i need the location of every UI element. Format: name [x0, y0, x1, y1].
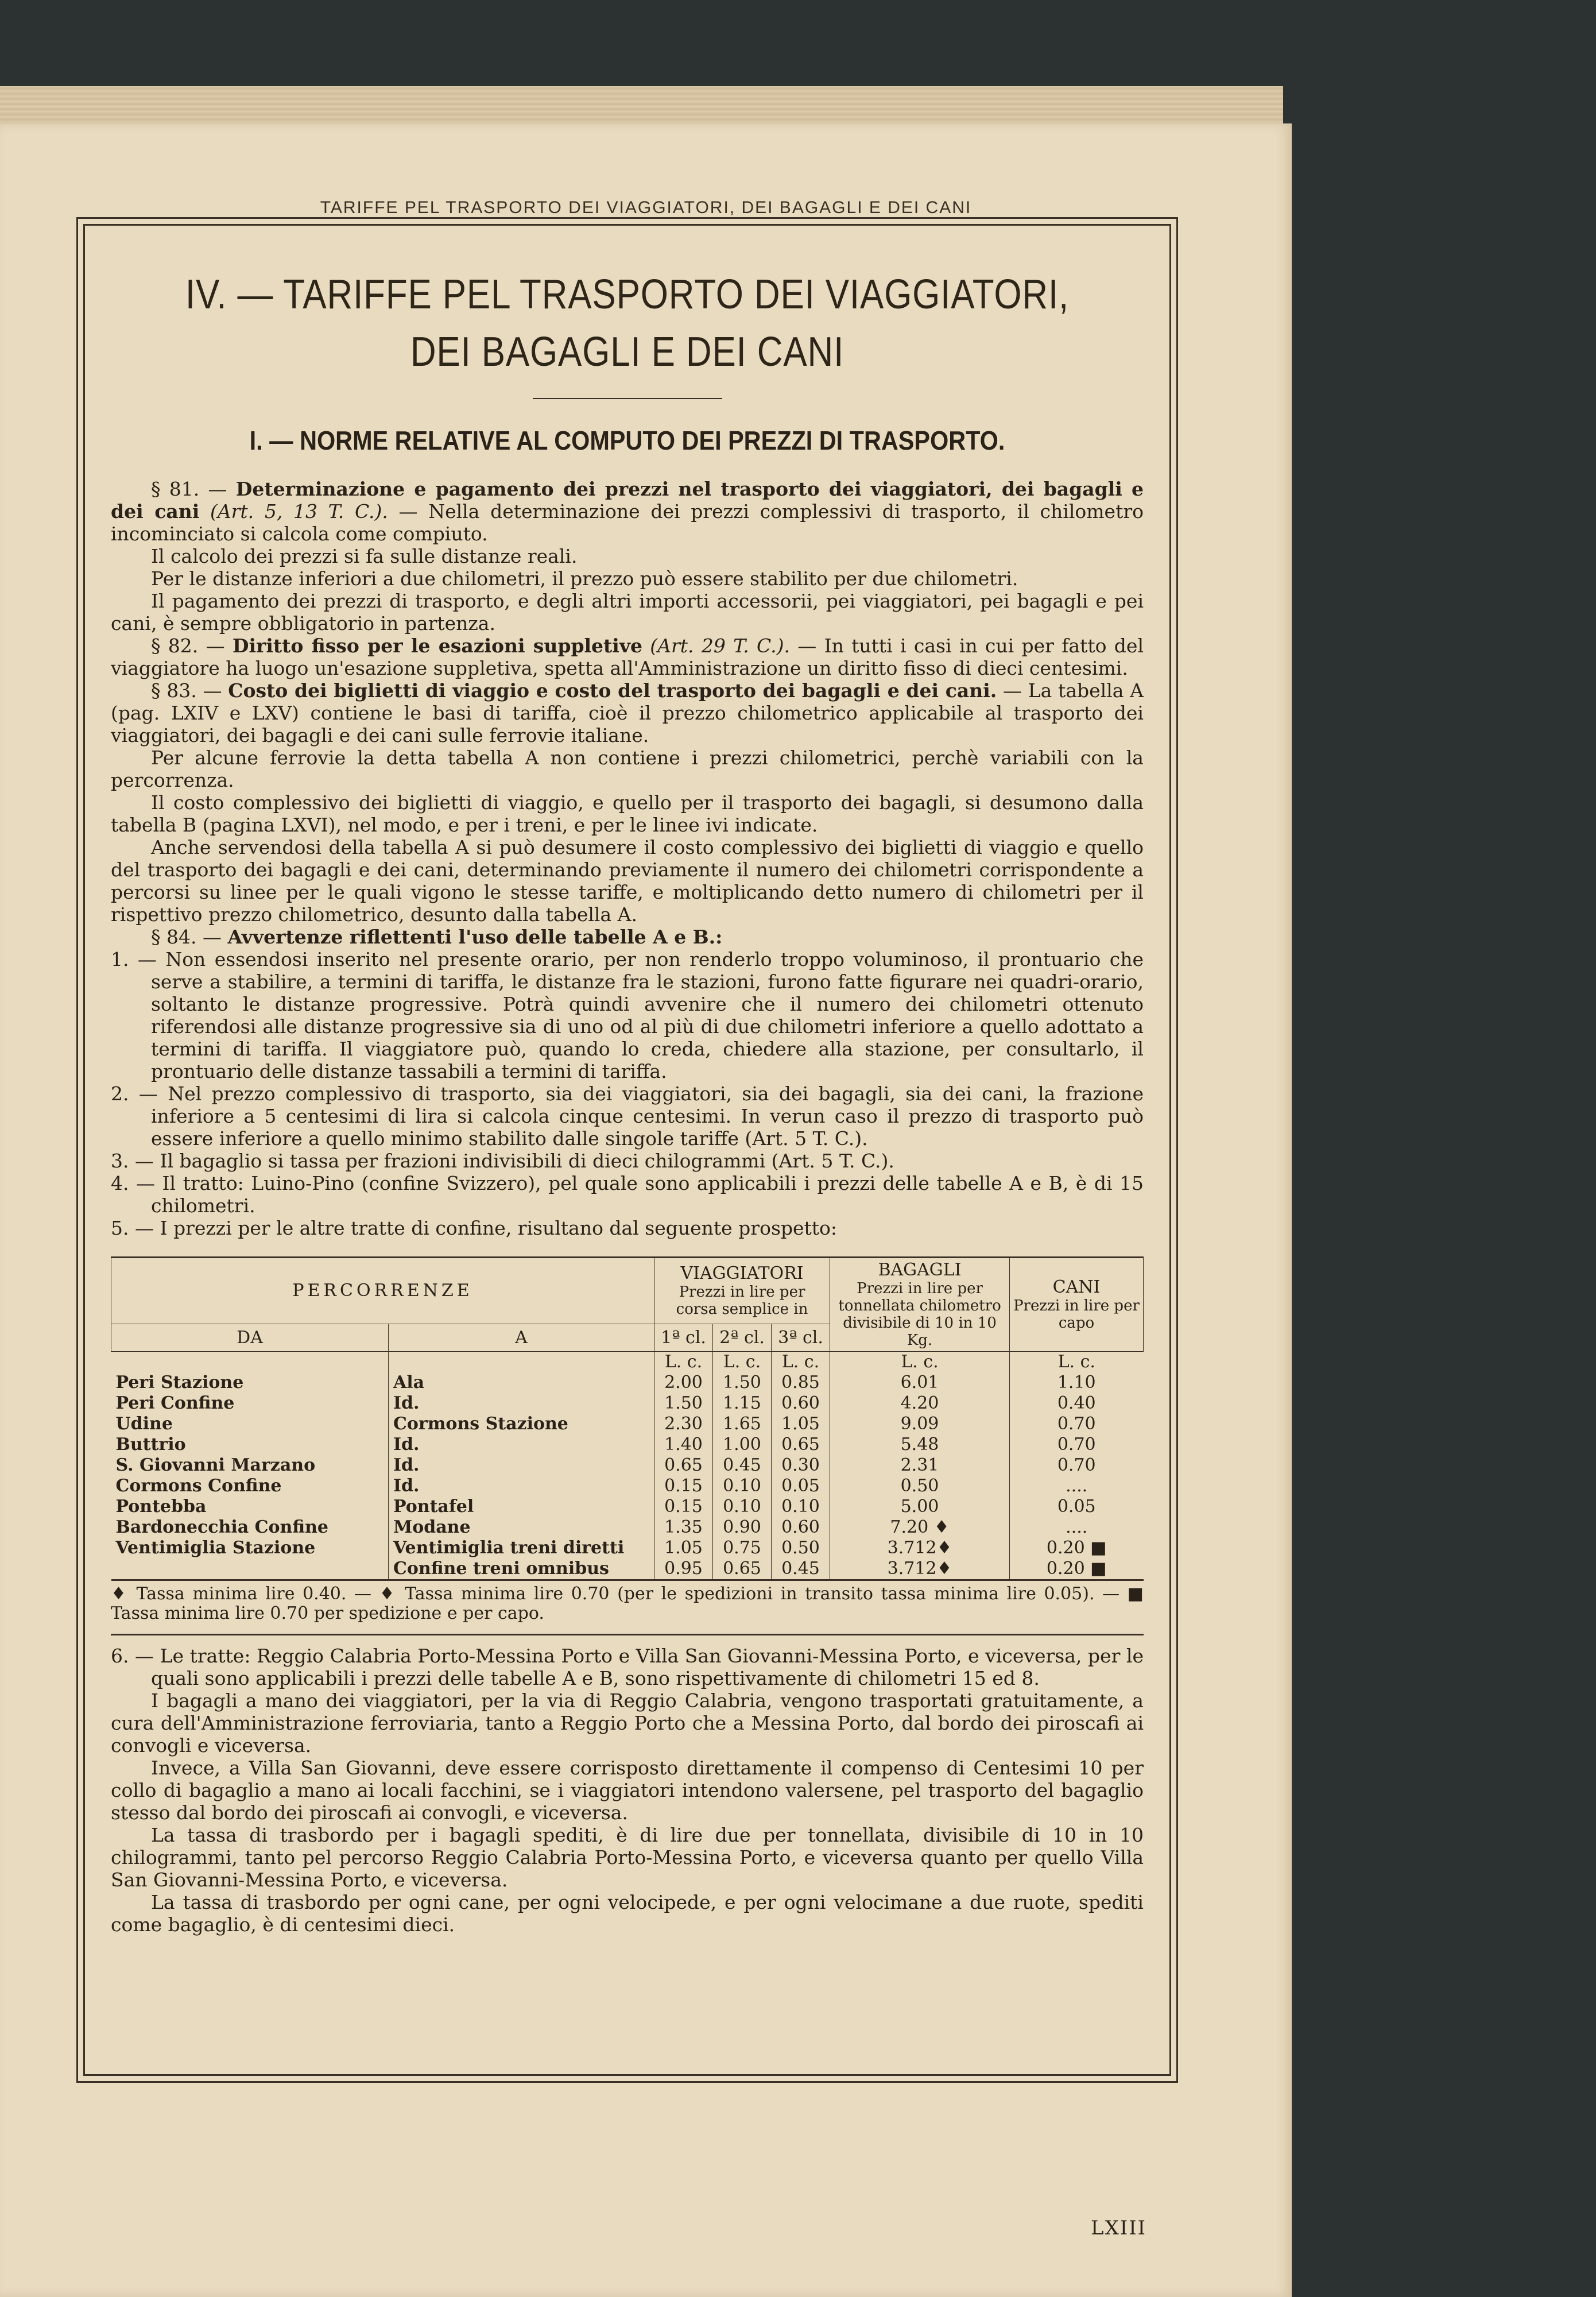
- header-da: DA: [111, 1324, 389, 1352]
- col-cani: 0.20 ■: [1010, 1538, 1144, 1559]
- table-row: [111, 1559, 1144, 1580]
- title-rule: [533, 398, 722, 399]
- header-bagagli: [830, 1258, 1010, 1352]
- paragraph-trasbordo: La tassa di trasbordo per i bagagli spediti, è di lire due per tonnellata, divisibile di 10 in 10 chilogrammi, tanto pel percorso Reggio Calabria Porto-Messina Porto, e viceversa quanto per quello Villa San Giovanni-Messina Porto, e viceversa.: [111, 1824, 1144, 1891]
- col-cl1: 0.65: [654, 1455, 713, 1476]
- col-cl3: 0.65: [771, 1434, 830, 1455]
- header-cl1: 1ª cl.: [654, 1324, 713, 1352]
- col-da: Udine: [115, 1414, 173, 1434]
- col-cl3: 0.45: [771, 1559, 830, 1580]
- section-rule: [111, 1634, 1144, 1635]
- list-item-3: 3. — Il bagaglio si tassa per frazioni indivisibili di dieci chilogrammi (Art. 5 T. C.).: [111, 1150, 894, 1172]
- list-item-1: 1. — Non essendosi inserito nel presente orario, per non renderlo troppo voluminoso, il prontuario che serve a stabilire, a termini di tariffa, le distanze fra le stazioni, furono fatte figurare nei quadri-orario, soltanto le distanze progressive. Potrà quindi avvenire che il numero dei chilometri ottenuto riferendosi alle distanze progressive sia di uno od al più di due chilometri inferiore a quello adottato a termini di tariffa. Il viaggiatore può, quando lo creda, chiedere alla stazione, per consultarlo, il prontuario delle distanze tassabili a termini di tariffa.: [111, 948, 1144, 1082]
- col-cl1: 0.95: [654, 1559, 713, 1580]
- col-cl1: 1.50: [654, 1393, 713, 1414]
- content-body: [111, 226, 1144, 2074]
- table-note: ♦ Tassa minima lire 0.40. — ♦ Tassa minima lire 0.70 (per le spedizioni in transito tassa minima lire 0.05). — ■ Tassa minima lire 0.70 per spedizione e per capo.: [111, 1584, 1144, 1623]
- col-cl3: 0.60: [771, 1517, 830, 1538]
- list-item-5: 5. — I prezzi per le altre tratte di confine, risultano dal seguente prospetto:: [111, 1217, 838, 1239]
- col-cani: 0.70: [1010, 1414, 1144, 1434]
- col-cani: 0.20 ■: [1010, 1559, 1144, 1580]
- col-a: Id.: [389, 1393, 654, 1414]
- paragraph-distanze: Per le distanze inferiori a due chilometri, il prezzo può essere stabilito per due chilometri.: [151, 567, 1018, 590]
- col-da: Bardonecchia Confine: [115, 1517, 329, 1537]
- table-row: [111, 1393, 1144, 1414]
- col-cl3: 0.05: [771, 1476, 830, 1496]
- page-number: LXIII: [1091, 2217, 1147, 2240]
- col-a: Ala: [389, 1372, 654, 1393]
- table-row: [111, 1455, 1144, 1476]
- col-bagagli: 4.20: [830, 1393, 1010, 1414]
- list-item-2: 2. — Nel prezzo complessivo di trasporto, sia dei viaggiatori, sia dei bagagli, sia dei cani, la frazione inferiore a 5 centesimi di lira si calcola cinque centesimi. In verun caso il prezzo di trasporto può essere inferiore a quello minimo stabilito dalle singole tariffe (Art. 5 T. C.).: [111, 1082, 1144, 1150]
- unit-bagagli: L. c.: [830, 1352, 1010, 1373]
- col-cl3: 0.30: [771, 1455, 830, 1476]
- title-line-2: DEI BAGAGLI E DEI CANI: [410, 329, 845, 375]
- unit-row: [111, 1352, 1144, 1373]
- col-cl2: 0.90: [712, 1517, 771, 1538]
- col-cani: 0.70: [1010, 1434, 1144, 1455]
- section-title: [183, 266, 1071, 381]
- paragraph-calcolo: Il calcolo dei prezzi si fa sulle distanze reali.: [151, 545, 578, 567]
- s81-ref: (Art. 5, 13 T. C.).: [199, 500, 388, 523]
- unit-cani: L. c.: [1010, 1352, 1144, 1373]
- paragraph-cane: La tassa di trasbordo per ogni cane, per ogni velocipede, e per ogni velocimane a due ruote, spediti come bagaglio, è di centesimi dieci.: [111, 1891, 1144, 1936]
- section-subtitle: I. — NORME RELATIVE AL COMPUTO DEI PREZZI DI TRASPORTO.: [249, 426, 1005, 455]
- header-bagagli-sub: Prezzi in lire per tonnellata chilometro divisibile di 10 in 10 Kg.: [838, 1280, 1001, 1349]
- s82-text: — In tutti i casi in cui per fatto del viaggiatore ha luogo un'esazione suppletiva, spetta all'Amministrazione un diritto fisso di dieci centesimi.: [111, 635, 1144, 679]
- col-bagagli: 7.20 ♦: [830, 1517, 1010, 1538]
- col-bagagli: 0.50: [830, 1476, 1010, 1496]
- document-page: [0, 123, 1292, 2297]
- col-cl2: 1.50: [712, 1372, 771, 1393]
- table-row: [111, 1372, 1144, 1393]
- paragraph-costo: Il costo complessivo dei biglietti di viaggio, e quello per il trasporto dei bagagli, si desumono dalla tabella B (pagina LXVI), nel modo, e per i treni, e per le linee ivi indicate.: [111, 791, 1144, 836]
- header-viaggiatori: [654, 1258, 830, 1324]
- col-cl2: 1.65: [712, 1414, 771, 1434]
- running-head: TARIFFE PEL TRASPORTO DEI VIAGGIATORI, DEI BAGAGLI E DEI CANI: [320, 198, 972, 217]
- col-da: S. Giovanni Marzano: [115, 1455, 316, 1475]
- header-viaggiatori-sub: Prezzi in lire per corsa semplice in: [676, 1283, 808, 1318]
- col-cani: ....: [1010, 1476, 1144, 1496]
- col-bagagli: 5.48: [830, 1434, 1010, 1455]
- content-frame: [83, 224, 1171, 2076]
- s82-number: § 82. —: [151, 635, 233, 657]
- col-cl2: 0.45: [712, 1455, 771, 1476]
- col-cl2: 0.10: [712, 1476, 771, 1496]
- col-cani: ....: [1010, 1517, 1144, 1538]
- col-cl1: 1.35: [654, 1517, 713, 1538]
- col-cani: 0.70: [1010, 1455, 1144, 1476]
- header-viaggiatori-title: VIAGGIATORI: [680, 1263, 804, 1283]
- col-cl3: 0.10: [771, 1496, 830, 1517]
- header-cani-sub: Prezzi in lire per capo: [1013, 1297, 1140, 1332]
- table-body: [111, 1352, 1144, 1580]
- col-a: Id.: [389, 1455, 654, 1476]
- paragraph-s84: [111, 926, 1144, 948]
- col-cl1: 2.30: [654, 1414, 713, 1434]
- col-a: Confine treni omnibus: [389, 1559, 654, 1580]
- col-da: [111, 1559, 389, 1580]
- paragraph-bagagli: I bagagli a mano dei viaggiatori, per la via di Reggio Calabria, vengono trasportati gratuitamente, a cura dell'Amministrazione ferroviaria, tanto a Reggio Porto che a Messina Porto, dal bordo dei piroscafi ai convogli e viceversa.: [111, 1689, 1144, 1757]
- col-da: Buttrio: [115, 1434, 186, 1455]
- paragraph-pagamento: Il pagamento dei prezzi di trasporto, e degli altri importi accessorii, pei viaggiatori, pei bagagli e pei cani, è sempre obbligatorio in partenza.: [111, 590, 1144, 635]
- header-percorrenze: PERCORRENZE: [111, 1258, 654, 1324]
- col-da: Pontebba: [115, 1496, 207, 1517]
- col-a: Cormons Stazione: [389, 1414, 654, 1434]
- col-cl3: 0.60: [771, 1393, 830, 1414]
- table-row: [111, 1414, 1144, 1434]
- s84-number: § 84. —: [151, 926, 228, 948]
- col-bagagli: 6.01: [830, 1372, 1010, 1393]
- paragraph-s83: [111, 679, 1144, 747]
- col-cl2: 0.10: [712, 1496, 771, 1517]
- header-cl3: 3ª cl.: [771, 1324, 830, 1352]
- col-a: Id.: [389, 1434, 654, 1455]
- col-cl2: 0.75: [712, 1538, 771, 1559]
- s83-text: — La tabella A (pag. LXIV e LXV) contiene le basi di tariffa, cioè il prezzo chilometrico applicabile al trasporto dei viaggiatori, dei bagagli e dei cani sulle ferrovie italiane.: [111, 679, 1144, 747]
- col-da: Ventimiglia Stazione: [115, 1538, 316, 1558]
- col-cl2: 1.15: [712, 1393, 771, 1414]
- s83-heading: Costo dei biglietti di viaggio e costo del trasporto dei bagagli e dei cani.: [228, 679, 997, 702]
- col-cl3: 0.50: [771, 1538, 830, 1559]
- col-cl1: 0.15: [654, 1476, 713, 1496]
- list-item-6: 6. — Le tratte: Reggio Calabria Porto-Messina Porto e Villa San Giovanni-Messina Porto, e viceversa, per le quali sono applicabili i prezzi delle tabelle A e B, sono rispettivamente di chilometri 15 ed 8.: [111, 1645, 1144, 1689]
- col-cl1: 2.00: [654, 1372, 713, 1393]
- col-da: Peri Stazione: [115, 1372, 244, 1393]
- col-a: Id.: [389, 1476, 654, 1496]
- col-cl1: 1.05: [654, 1538, 713, 1559]
- paragraph-invece: Invece, a Villa San Giovanni, deve essere corrisposto direttamente il compenso di Centesimi 10 per collo di bagaglio a mano ai locali facchini, se i viaggiatori intendono valersene, pel trasporto del bagaglio stesso dal bordo dei piroscafi ai convogli, e viceversa.: [111, 1757, 1144, 1824]
- unit-cl2: L. c.: [712, 1352, 771, 1373]
- col-bagagli: 3.712♦: [830, 1538, 1010, 1559]
- paragraph-anche: Anche servendosi della tabella A si può desumere il costo complessivo dei biglietti di viaggio e quello del trasporto dei bagagli e dei cani, determinando previamente il numero dei chilometri corrispondente a percorsi su linee per le quali vigono le stesse tariffe, e moltiplicando detto numero di chilometri per il rispettivo prezzo chilometrico, desunto dalla tabella A.: [111, 836, 1144, 926]
- unit-cl1: L. c.: [654, 1352, 713, 1373]
- col-cl2: 1.00: [712, 1434, 771, 1455]
- header-cani-title: CANI: [1052, 1277, 1101, 1297]
- table-row: [111, 1538, 1144, 1559]
- table-row: [111, 1517, 1144, 1538]
- col-bagagli: 9.09: [830, 1414, 1010, 1434]
- header-cani: [1010, 1258, 1144, 1352]
- s83-number: § 83. —: [151, 679, 228, 702]
- col-a: Modane: [389, 1517, 654, 1538]
- col-cl1: 0.15: [654, 1496, 713, 1517]
- s81-heading: Determinazione e pagamento dei prezzi nel trasporto dei viaggiatori, dei bagagli e dei cani: [111, 478, 1144, 523]
- table-row: [111, 1476, 1144, 1496]
- col-cl3: 1.05: [771, 1414, 830, 1434]
- col-cl2: 0.65: [712, 1559, 771, 1580]
- s84-heading: Avvertenze riflettenti l'uso delle tabelle A e B.:: [227, 926, 723, 948]
- col-cani: 0.05: [1010, 1496, 1144, 1517]
- paragraph-s82: [111, 635, 1144, 679]
- s81-text: — Nella determinazione dei prezzi complessivi di trasporto, il chilometro incominciato si calcola come compiuto.: [111, 500, 1144, 545]
- col-bagagli: 5.00: [830, 1496, 1010, 1517]
- paragraph-alcune: Per alcune ferrovie la detta tabella A non contiene i prezzi chilometrici, perchè variabili con la percorrenza.: [111, 747, 1144, 791]
- border-tariff-table: [111, 1256, 1144, 1581]
- title-line-1: IV. — TARIFFE PEL TRASPORTO DEI VIAGGIATORI,: [185, 272, 1070, 318]
- header-bagagli-title: BAGAGLI: [878, 1260, 962, 1280]
- list-item-4: 4. — Il tratto: Luino-Pino (confine Svizzero), pel quale sono applicabili i prezzi delle tabelle A e B, è di 15 chilometri.: [111, 1172, 1144, 1217]
- unit-cl3: L. c.: [771, 1352, 830, 1373]
- col-cl1: 1.40: [654, 1434, 713, 1455]
- s82-ref: (Art. 29 T. C.).: [642, 635, 790, 657]
- header-a: A: [389, 1324, 654, 1352]
- col-cl3: 0.85: [771, 1372, 830, 1393]
- s81-number: § 81. —: [151, 478, 236, 500]
- col-da: Cormons Confine: [115, 1476, 282, 1496]
- s82-heading: Diritto fisso per le esazioni suppletive: [232, 635, 643, 657]
- col-a: Ventimiglia treni diretti: [389, 1538, 654, 1559]
- col-bagagli: 3.712♦: [830, 1559, 1010, 1580]
- paragraph-s81: [111, 478, 1144, 545]
- col-a: Pontafel: [389, 1496, 654, 1517]
- col-cani: 1.10: [1010, 1372, 1144, 1393]
- table-row: [111, 1434, 1144, 1455]
- col-cani: 0.40: [1010, 1393, 1144, 1414]
- col-da: Peri Confine: [115, 1393, 235, 1413]
- col-bagagli: 2.31: [830, 1455, 1010, 1476]
- table-row: [111, 1496, 1144, 1517]
- header-cl2: 2ª cl.: [712, 1324, 771, 1352]
